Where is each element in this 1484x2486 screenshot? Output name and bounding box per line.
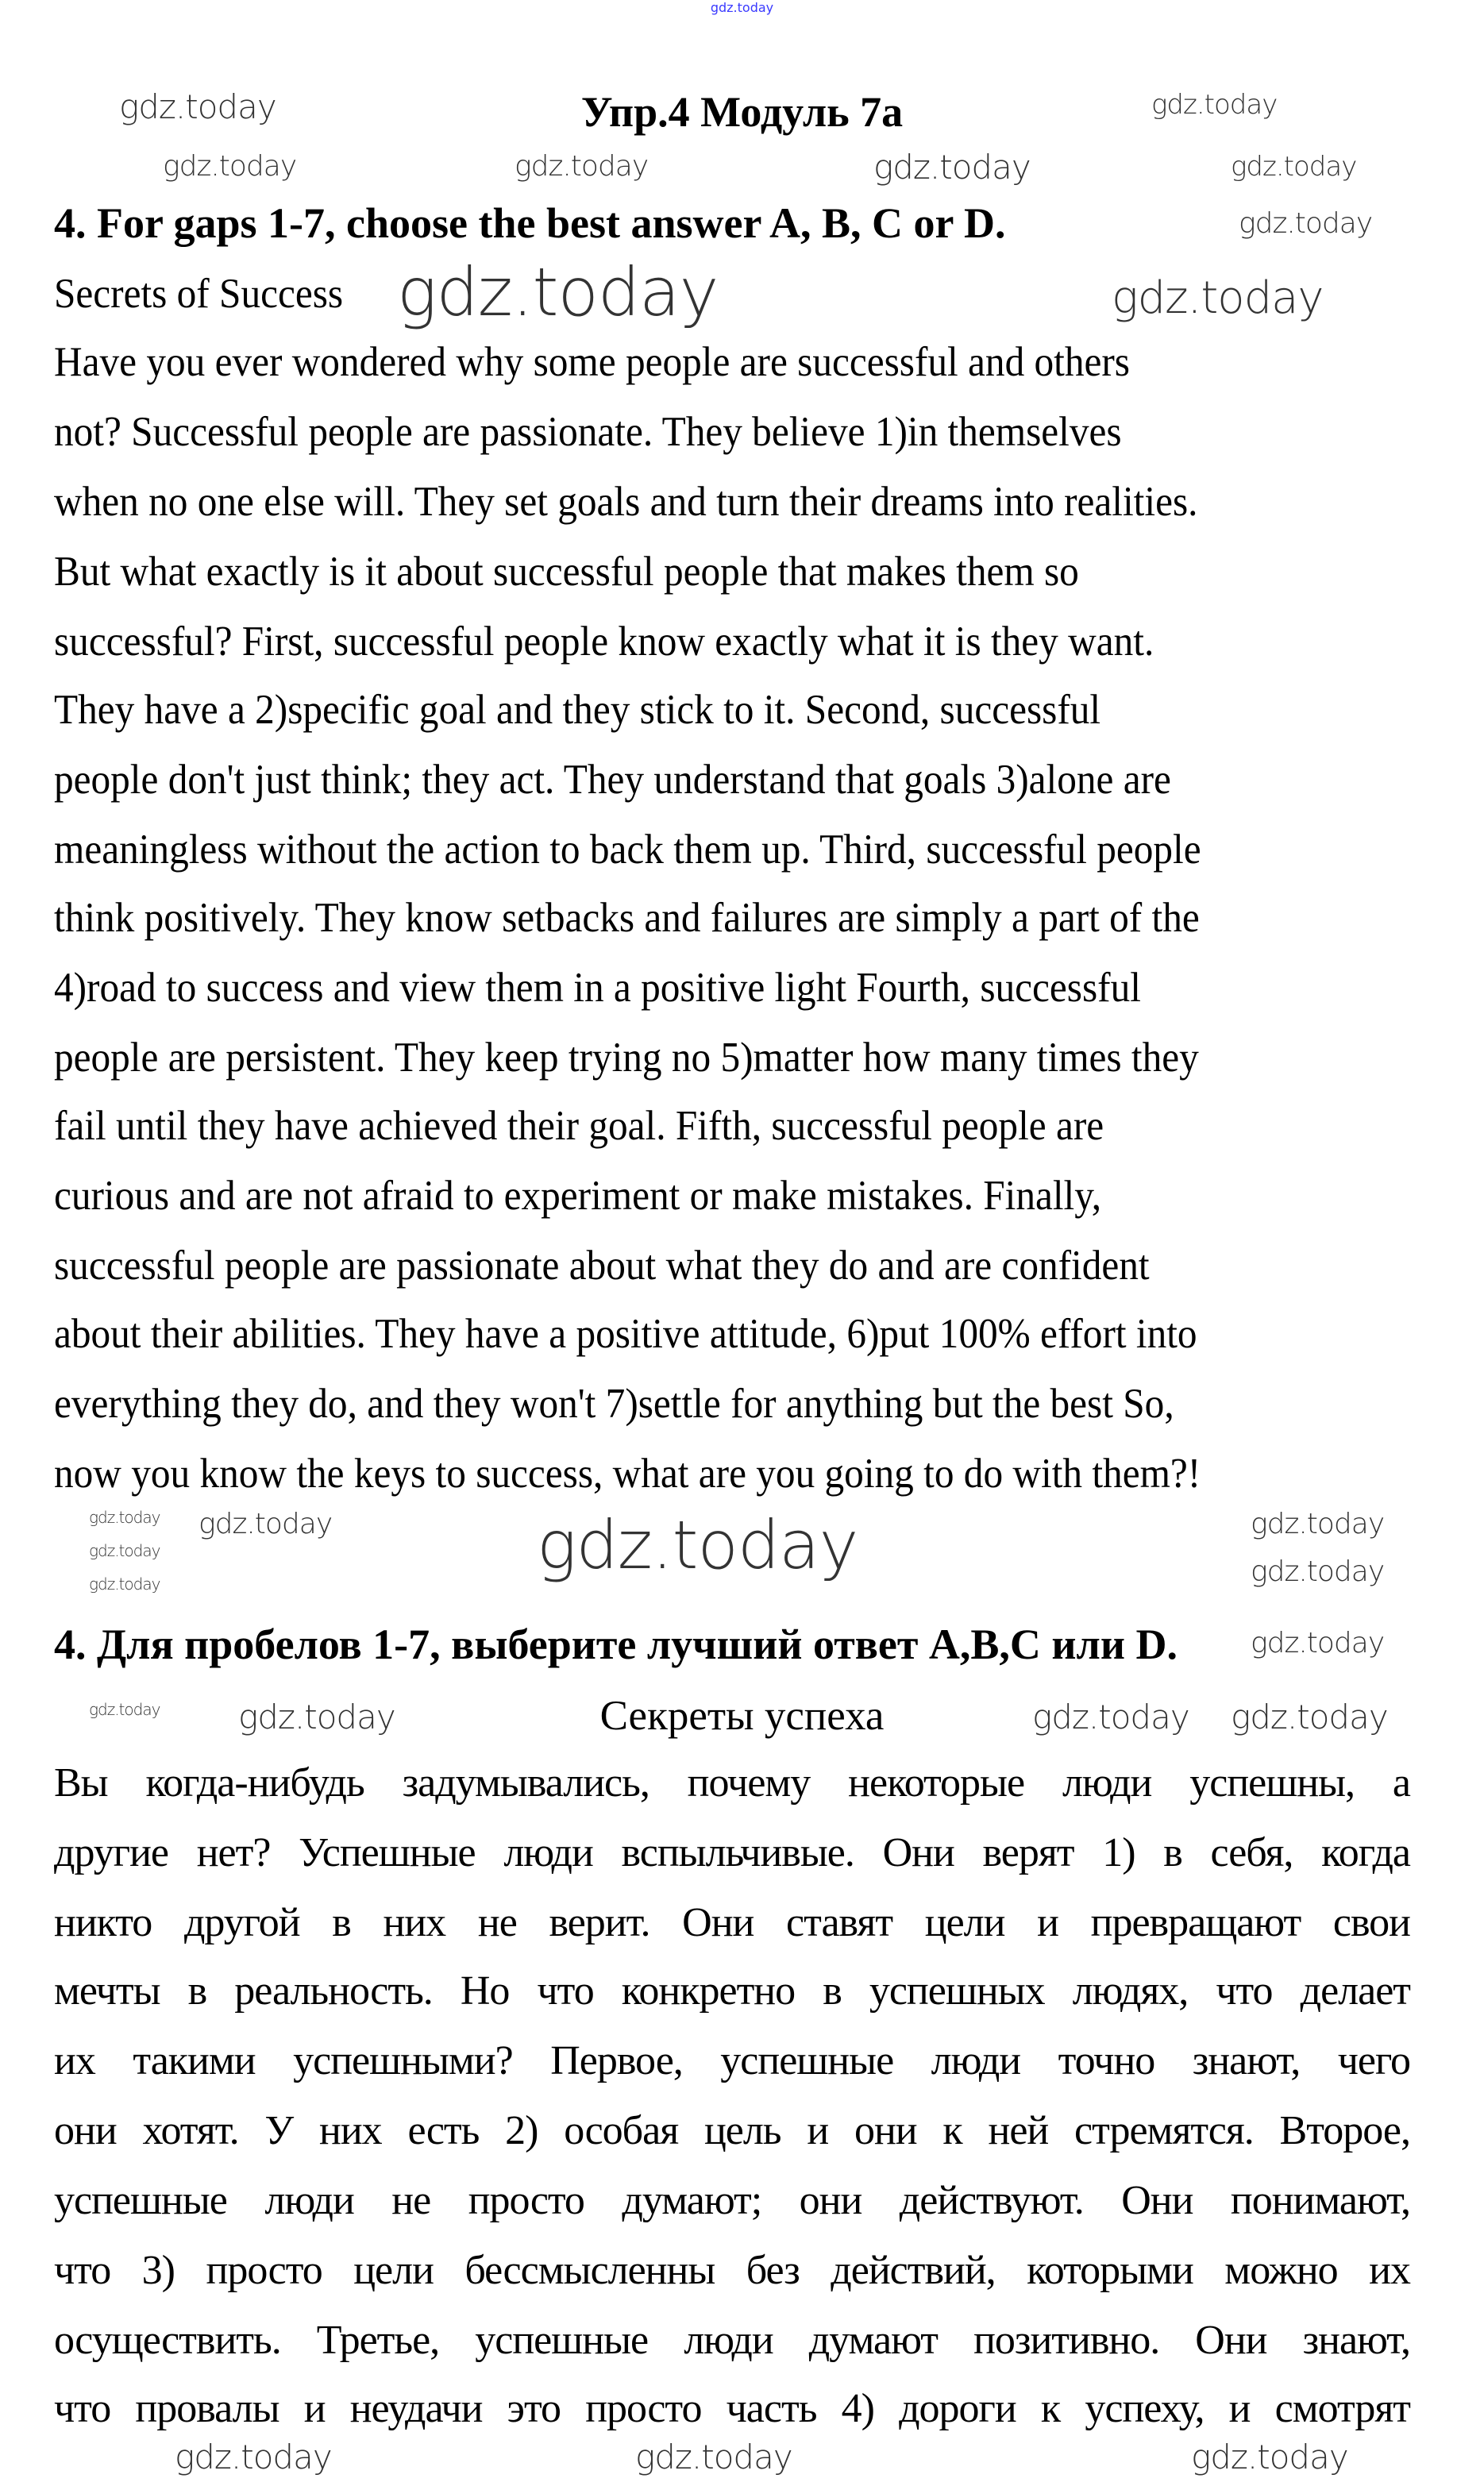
- watermark: gdz.today: [1239, 207, 1373, 240]
- text-line: curious and are not afraid to experiment or make mistakes. Finally,: [54, 1173, 1102, 1219]
- watermark: gdz.today: [1032, 1698, 1189, 1736]
- text-line: Have you ever wondered why some people are successful and others: [54, 339, 1130, 385]
- text-line: что провалы и неудачи это просто часть 4) дороги к успеху, и смотрят: [54, 2386, 1410, 2431]
- watermark: gdz.today: [163, 150, 297, 183]
- text-line: fail until they have achieved their goal. Fifth, successful people are: [54, 1103, 1104, 1149]
- text-line: успешные люди не просто думают; они действуют. Они понимают,: [54, 2178, 1410, 2223]
- text-line: их такими успешными? Первое, успешные люди точно знают, чего: [54, 2038, 1410, 2083]
- text-line: никто другой в них не верит. Они ставят цели и превращают свои: [54, 1900, 1410, 1945]
- english-heading: 4. For gaps 1-7, choose the best answer A, B, C or D.: [54, 199, 1006, 247]
- text-line: 4)road to success and view them in a positive light Fourth, successful: [54, 965, 1141, 1011]
- text-line: что 3) просто цели бессмысленны без действий, которыми можно их: [54, 2248, 1410, 2293]
- text-line: осуществить. Третье, успешные люди думают позитивно. Они знают,: [54, 2318, 1410, 2363]
- watermark: gdz.today: [1112, 272, 1324, 324]
- page-title: Упр.4 Модуль 7a: [580, 88, 904, 136]
- watermark: gdz.today: [238, 1698, 395, 1736]
- text-line: successful people are passionate about what they do and are confident: [54, 1243, 1150, 1289]
- text-line: они хотят. У них есть 2) особая цель и они к ней стремятся. Второе,: [54, 2108, 1410, 2153]
- watermark: gdz.today: [1251, 1627, 1385, 1659]
- watermark: gdz.today: [1251, 1555, 1385, 1588]
- text-line: people don't just think; they act. They understand that goals 3)alone are: [54, 757, 1171, 803]
- text-line: Вы когда-нибудь задумывались, почему некоторые люди успешны, а: [54, 1760, 1410, 1806]
- russian-subtitle: Секреты успеха: [599, 1693, 885, 1739]
- text-line: everything they do, and they won't 7)settle for anything but the best So,: [54, 1381, 1174, 1427]
- watermark: gdz.today: [119, 87, 276, 126]
- text-line: about their abilities. They have a positive attitude, 6)put 100% effort into: [54, 1311, 1197, 1357]
- watermark: gdz.today: [89, 1541, 160, 1560]
- text-line: think positively. They know setbacks and failures are simply a part of the: [54, 895, 1200, 941]
- watermark: gdz.today: [635, 2438, 792, 2476]
- watermark: gdz.today: [1231, 151, 1357, 183]
- watermark: gdz.today: [515, 150, 649, 183]
- text-line: people are persistent. They keep trying no 5)matter how many times they: [54, 1035, 1199, 1081]
- text-line: not? Successful people are passionate. They believe 1)in themselves: [54, 409, 1122, 455]
- text-line: мечты в реальность. Но что конкретно в успешных людях, что делает: [54, 1968, 1410, 2014]
- text-line: meaningless without the action to back them up. Third, successful people: [54, 827, 1201, 873]
- english-subtitle: Secrets of Success: [54, 271, 344, 317]
- watermark: gdz.today: [1231, 1698, 1388, 1736]
- watermark: gdz.today: [1251, 1508, 1385, 1540]
- watermark: gdz.today: [397, 253, 719, 331]
- russian-heading: 4. Для пробелов 1-7, выберите лучший ответ A,B,C или D.: [54, 1621, 1178, 1668]
- watermark: gdz.today: [1191, 2438, 1348, 2476]
- watermark: gdz.today: [1151, 89, 1278, 121]
- watermark: gdz.today: [199, 1508, 333, 1540]
- watermark: gdz.today: [537, 1506, 858, 1584]
- watermark: gdz.today: [89, 1700, 160, 1719]
- watermark: gdz.today: [89, 1508, 160, 1527]
- text-line: They have a 2)specific goal and they stick to it. Second, successful: [54, 687, 1101, 733]
- text-line: now you know the keys to success, what are you going to do with them?!: [54, 1451, 1201, 1497]
- text-line: successful? First, successful people know exactly what it is they want.: [54, 619, 1154, 665]
- text-line: when no one else will. They set goals and turn their dreams into realities.: [54, 479, 1198, 525]
- text-line: другие нет? Успешные люди вспыльчивые. Они верят 1) в себя, когда: [54, 1830, 1410, 1875]
- watermark: gdz.today: [175, 2438, 332, 2476]
- text-line: But what exactly is it about successful people that makes them so: [54, 549, 1079, 595]
- watermark: gdz.today: [873, 148, 1031, 187]
- watermark: gdz.today: [89, 1574, 160, 1594]
- watermark-top: gdz.today: [710, 0, 774, 15]
